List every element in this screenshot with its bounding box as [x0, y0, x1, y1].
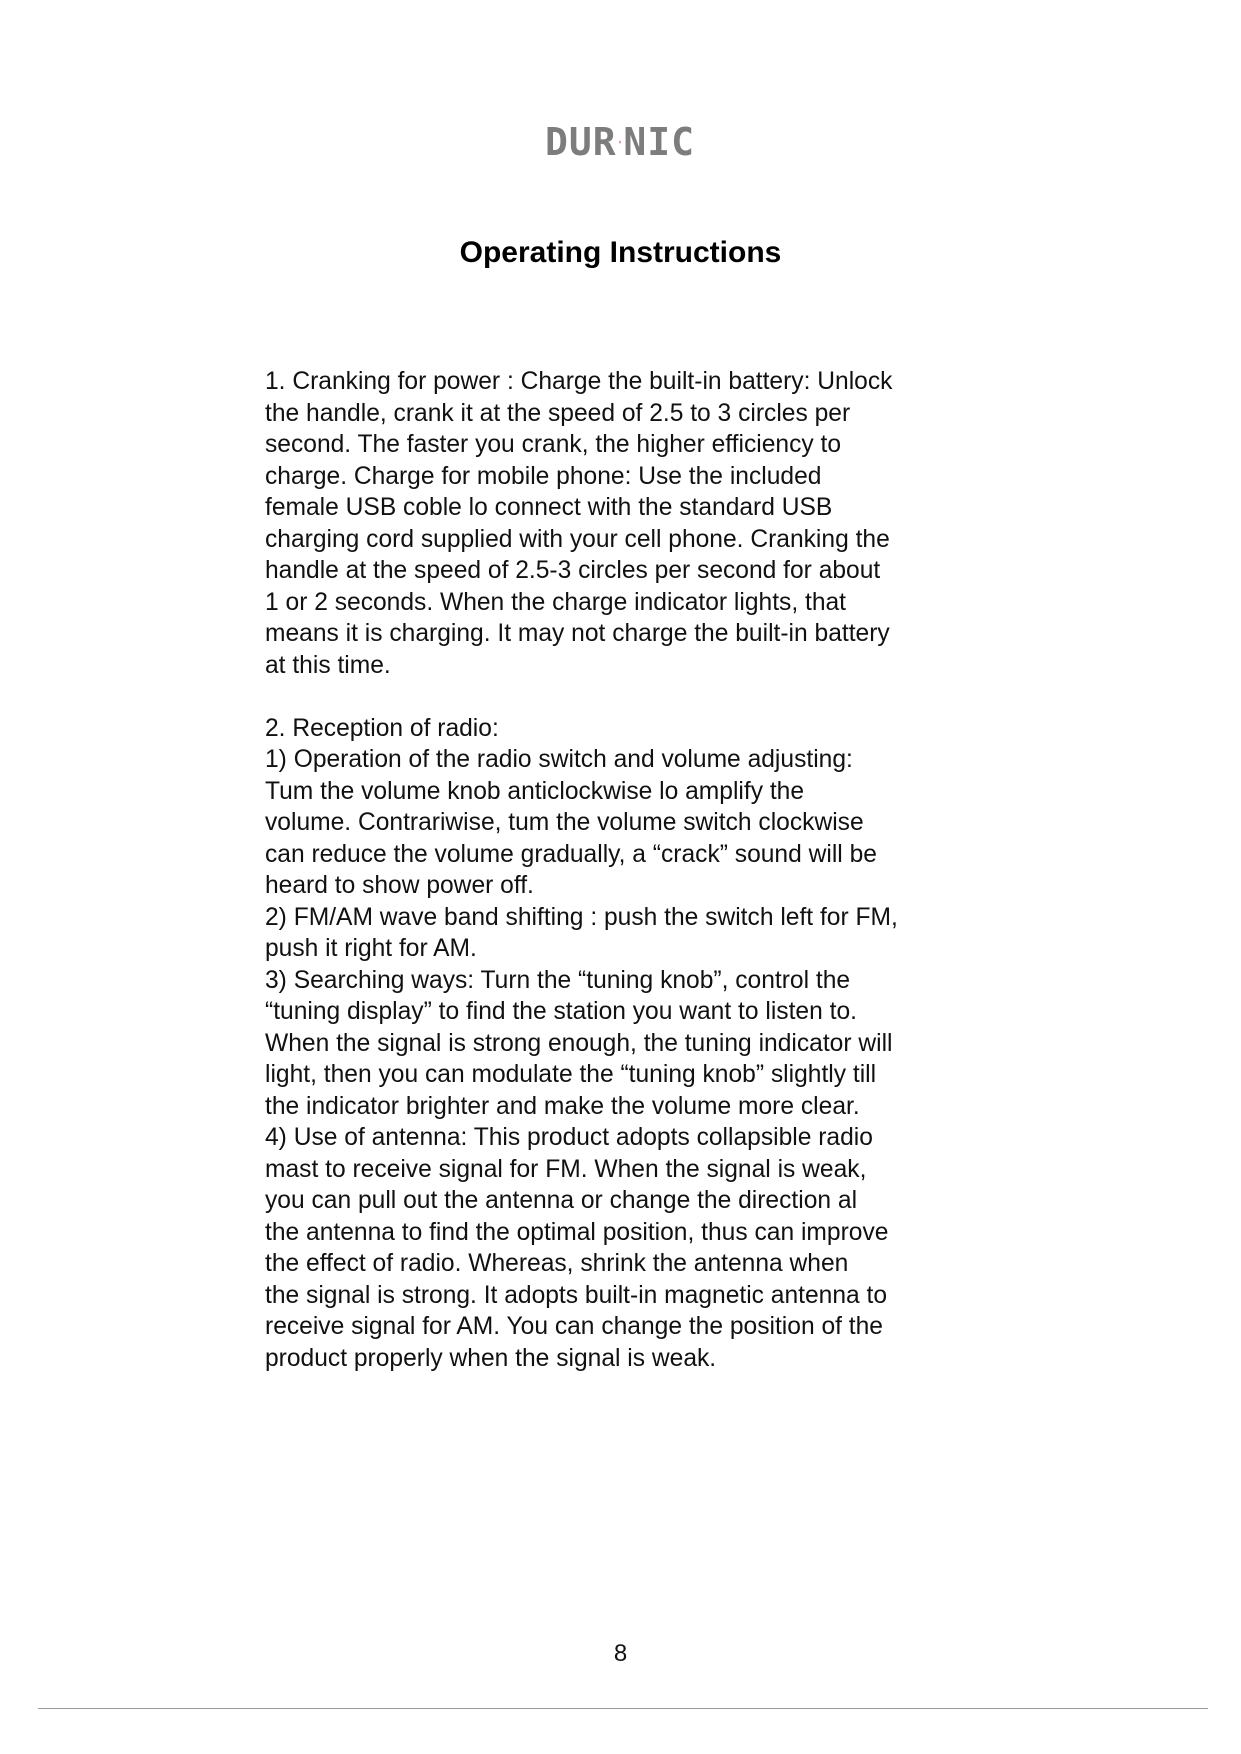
text-line: push it right for AM.: [265, 935, 477, 962]
text-line: handle at the speed of 2.5-3 circles per second for about: [265, 557, 881, 584]
text-line: 1. Cranking for power : Charge the built-in battery: Unlock: [265, 368, 893, 395]
text-line: charge. Charge for mobile phone: Use the included: [265, 462, 822, 490]
text-line: 3) Searching ways: Turn the “tuning knob”, control the: [265, 966, 851, 994]
section-cranking-for-power: [265, 366, 965, 681]
paragraph-gap: [265, 681, 965, 713]
text-line: mast to receive signal for FM. When the signal is weak,: [265, 1155, 867, 1183]
text-line: Tum the volume knob anticlockwise lo amplify the: [265, 777, 805, 805]
power-icon: [619, 127, 622, 157]
text-line: the signal is strong. It adopts built-in magnetic antenna to: [265, 1281, 888, 1309]
text-line: heard to show power off.: [265, 872, 534, 899]
text-line: you can pull out the antenna or change the direction al: [265, 1187, 858, 1214]
text-line: charging cord supplied with your cell phone. Cranking the: [265, 525, 890, 553]
text-line: the indicator brighter and make the volume more clear.: [265, 1092, 860, 1120]
text-line: at this time.: [265, 651, 391, 679]
text-line: 1) Operation of the radio switch and volume adjusting:: [265, 746, 853, 773]
text-line: means it is charging. It may not charge the built-in battery: [265, 620, 890, 647]
text-line: 4) Use of antenna: This product adopts collapsible radio: [265, 1124, 873, 1151]
text-line: the antenna to find the optimal position, thus can improve: [265, 1218, 889, 1246]
logo-text-prefix: DUR: [545, 120, 617, 164]
text-line: the handle, crank it at the speed of 2.5 to 3 circles per: [265, 399, 851, 427]
text-line: second. The faster you crank, the higher efficiency to: [265, 431, 842, 458]
page-title: Operating Instructions: [459, 236, 782, 269]
footer-divider: [38, 1708, 1208, 1709]
text-line: 2) FM/AM wave band shifting : push the switch left for FM,: [265, 903, 898, 931]
text-line: When the signal is strong enough, the tuning indicator will: [265, 1029, 893, 1057]
text-line: light, then you can modulate the “tuning knob” slightly till: [265, 1061, 877, 1088]
text-line: the effect of radio. Whereas, shrink the antenna when: [265, 1250, 849, 1277]
text-line: receive signal for AM. You can change the position of the: [265, 1313, 883, 1340]
text-line: female USB coble lo connect with the standard USB: [265, 494, 833, 521]
page-number: 8: [613, 1640, 628, 1667]
logo-text-suffix: NIC: [623, 120, 695, 164]
text-line: can reduce the volume gradually, a “crack” sound will be: [265, 840, 877, 868]
duronic-logo: [545, 120, 695, 164]
text-line: 1 or 2 seconds. When the charge indicator lights, that: [265, 588, 847, 616]
section-reception-of-radio: [265, 713, 965, 1375]
instructions-body: [265, 366, 965, 1374]
text-line: product properly when the signal is weak.: [265, 1344, 717, 1372]
text-line: “tuning display” to find the station you want to listen to.: [265, 998, 857, 1025]
text-line: volume. Contrariwise, tum the volume switch clockwise: [265, 809, 864, 836]
text-line: 2. Reception of radio:: [265, 714, 499, 742]
